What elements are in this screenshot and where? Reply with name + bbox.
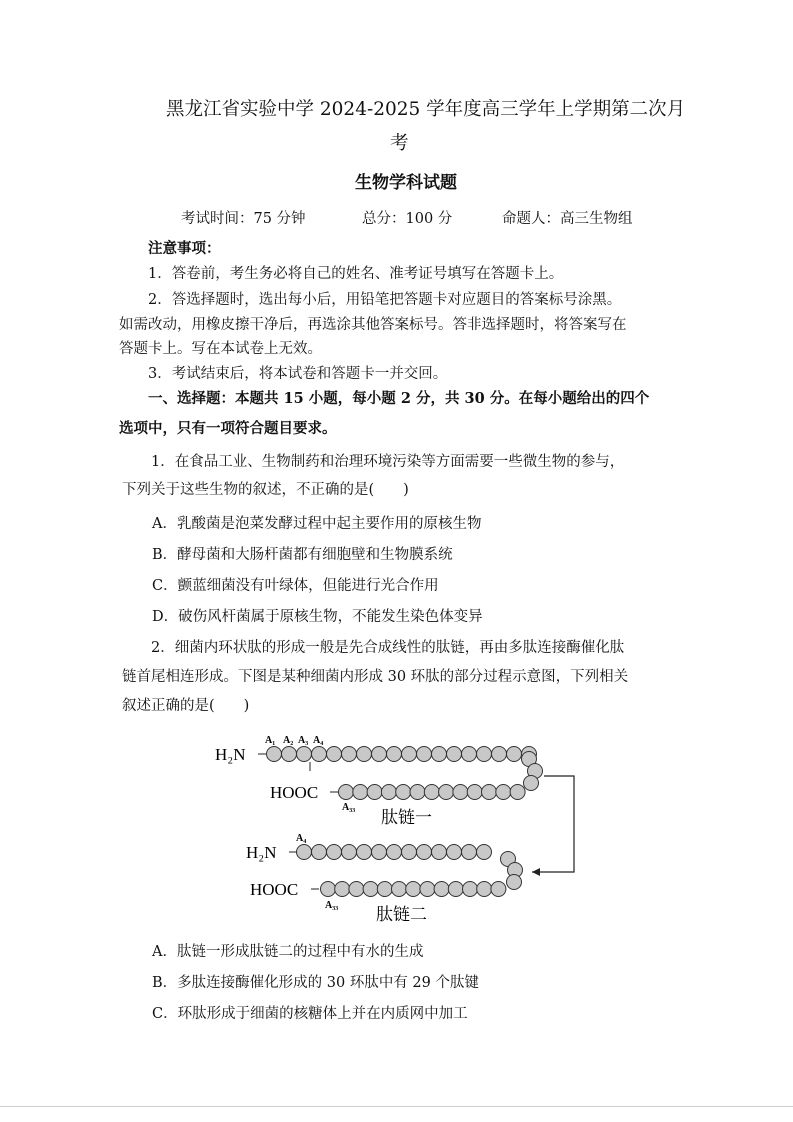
- process-arrow: [532, 776, 574, 872]
- q2-option-a: A．肽链一形成肽链二的过程中有水的生成: [152, 944, 424, 960]
- chain1-top-bead: [447, 747, 462, 762]
- label-a3: A₃: [298, 735, 309, 746]
- q2-stem-line-3: 叙述正确的是( ): [122, 698, 250, 714]
- chain2-bottom-bead: [491, 882, 506, 897]
- chain1-bottom-bead: [510, 785, 525, 800]
- note-2-line-1: 2．答选择题时，选出每小后，用铅笔把答题卡对应题目的答案标号涂黑。: [148, 292, 622, 308]
- chain1-top-bead: [492, 747, 507, 762]
- chain2-top-bead: [327, 845, 342, 860]
- q1-option-d: D．破伤风杆菌属于原核生物，不能发生染色体变异: [152, 609, 483, 625]
- chain1-bottom-bead: [424, 785, 439, 800]
- section-heading-line-2: 选项中，只有一项符合题目要求。: [119, 420, 337, 437]
- chain1-top-bead: [327, 747, 342, 762]
- chain2-top-bead: [297, 845, 312, 860]
- chain1-bottom-bead: [339, 785, 354, 800]
- note-1: 1．答卷前，考生务必将自己的姓名、准考证号填写在答题卡上。: [148, 266, 564, 282]
- chain2-top-bead: [432, 845, 447, 860]
- chain1-top-bead: [462, 747, 477, 762]
- note-2-line-2: 如需改动，用橡皮擦干净后，再选涂其他答案标号。答非选择题时，将答案写在: [119, 317, 627, 333]
- chain1-top-bead: [342, 747, 357, 762]
- chain2-top-bead: [342, 845, 357, 860]
- chain1-h2n-label: H₂N: [215, 745, 246, 764]
- chain1-bottom-bead: [367, 785, 382, 800]
- chain1-bottom-bead: [353, 785, 368, 800]
- chain2-top-bead: [477, 845, 492, 860]
- q1-stem-line-1: 1．在食品工业、生物制药和治理环境污染等方面需要一些微生物的参与，: [151, 454, 625, 470]
- chain1-bottom-bead: [410, 785, 425, 800]
- chain1-top-bead: [357, 747, 372, 762]
- chain1-bottom-bead: [439, 785, 454, 800]
- chain1-top-bead: [387, 747, 402, 762]
- chain1-top-bead: [267, 747, 282, 762]
- q2-stem-line-2: 链首尾相连形成。下图是某种细菌内形成 30 环肽的部分过程示意图，下列相关: [122, 669, 629, 685]
- chain1-top-bead: [417, 747, 432, 762]
- notes-heading: 注意事项：: [148, 240, 221, 257]
- chain2-bottom-bead: [448, 882, 463, 897]
- label-a1: A₁: [265, 735, 276, 746]
- chain2-top-bead: [312, 845, 327, 860]
- chain1-label-a33: A₃₃: [342, 802, 356, 813]
- chain2-bottom-bead: [377, 882, 392, 897]
- chain1-top-bead: [432, 747, 447, 762]
- q2-stem-line-1: 2．细菌内环状肽的形成一般是先合成线性的肽链，再由多肽连接酶催化肽: [151, 640, 625, 656]
- chain2-top-bead: [447, 845, 462, 860]
- exam-score: 总分：100 分: [362, 211, 453, 227]
- chain1-bottom-bead: [482, 785, 497, 800]
- q1-option-c: C．颤蓝细菌没有叶绿体，但能进行光合作用: [152, 578, 439, 594]
- chain1-turn-bead: [524, 776, 539, 791]
- chain2-bottom-bead: [477, 882, 492, 897]
- q1-stem-line-2: 下列关于这些生物的叙述，不正确的是( ): [122, 482, 409, 498]
- chain2-top-bead: [402, 845, 417, 860]
- chain2-h2n-label: H₂N: [246, 843, 277, 862]
- chain2-top-bead: [372, 845, 387, 860]
- chain1-top-bead: [312, 747, 327, 762]
- exam-title: 黑龙江省实验中学 2024-2025 学年度高三学年上学期第二次月: [166, 99, 686, 120]
- page-bottom-rule: [0, 1106, 793, 1107]
- chain2-bottom-bead: [321, 882, 336, 897]
- chain1-top-bead: [477, 747, 492, 762]
- chain2-bottom-bead: [420, 882, 435, 897]
- label-a2: A₂: [283, 735, 294, 746]
- chain2-bottom-bead: [392, 882, 407, 897]
- chain2-bottom-bead: [349, 882, 364, 897]
- chain1-top-bead: [507, 747, 522, 762]
- note-2-line-3: 答题卡上。写在本试卷上无效。: [119, 341, 322, 357]
- chain2-turn-bead: [507, 875, 522, 890]
- chain1-hooc-label: HOOC: [270, 783, 319, 802]
- chain2-top-bead: [462, 845, 477, 860]
- chain2-top-bead: [417, 845, 432, 860]
- chain1-top-bead: [282, 747, 297, 762]
- section-heading-line-1: 一、选择题：本题共 15 小题，每小题 2 分，共 30 分。在每小题给出的四个: [148, 390, 650, 407]
- chain1-top-bead: [402, 747, 417, 762]
- chain1-bottom-bead: [381, 785, 396, 800]
- chain2-top-bead: [387, 845, 402, 860]
- chain2-name: 肽链二: [376, 905, 427, 924]
- process-arrow-head: [532, 868, 540, 876]
- chain1-top-bead: [297, 747, 312, 762]
- subject-title: 生物学科试题: [355, 173, 457, 193]
- label-a4: A₄: [313, 735, 324, 746]
- q1-option-b: B．酵母菌和大肠杆菌都有细胞壁和生物膜系统: [152, 547, 453, 563]
- chain2-label-a4: A₄: [296, 833, 307, 844]
- chain1-bottom-bead: [467, 785, 482, 800]
- note-3: 3．考试结束后，将本试卷和答题卡一并交回。: [148, 366, 448, 382]
- exam-title-continued: 考: [390, 133, 409, 154]
- chain2-bottom-bead: [335, 882, 350, 897]
- q2-option-c: C．环肽形成于细菌的核糖体上并在内质网中加工: [152, 1006, 468, 1022]
- chain2-bottom-bead: [363, 882, 378, 897]
- chain1-bottom-bead: [396, 785, 411, 800]
- q1-option-a: A．乳酸菌是泡菜发酵过程中起主要作用的原核生物: [152, 516, 482, 532]
- chain2-hooc-label: HOOC: [250, 880, 299, 899]
- exam-time: 考试时间：75 分钟: [181, 211, 306, 227]
- chain2-bottom-bead: [434, 882, 449, 897]
- chain2-bottom-bead: [463, 882, 478, 897]
- chain2-top-bead: [357, 845, 372, 860]
- chain2-bottom-bead: [406, 882, 421, 897]
- chain1-bottom-bead: [496, 785, 511, 800]
- chain1-name: 肽链一: [381, 808, 432, 827]
- exam-author: 命题人：高三生物组: [502, 211, 633, 227]
- chain2-label-a33: A₃₃: [325, 900, 339, 911]
- chain1-bottom-bead: [453, 785, 468, 800]
- chain1-top-bead: [372, 747, 387, 762]
- q2-option-b: B．多肽连接酶催化形成的 30 环肽中有 29 个肽键: [152, 975, 479, 991]
